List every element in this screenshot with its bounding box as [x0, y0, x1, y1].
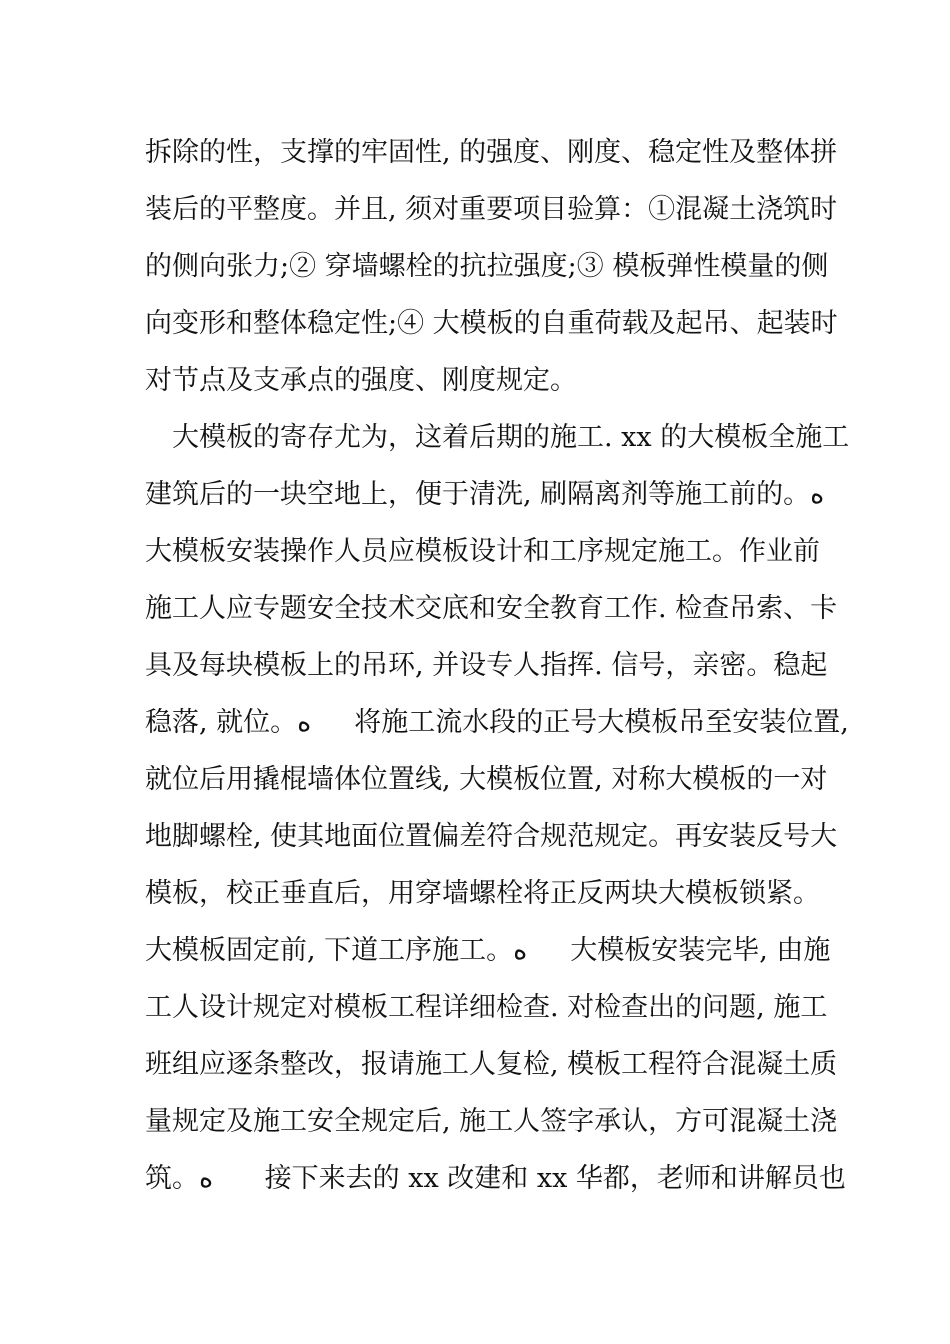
text-line: 的侧向张力;② 穿墙螺栓的抗拉强度;③ 模板弹性模量的侧: [145, 251, 829, 282]
text-line: 大模板的寄存尤为，这着后期的施工. xx 的大模板全施工: [172, 422, 850, 453]
text-line: 大模板固定前, 下道工序施工。ه 大模板安装完毕, 由施: [145, 935, 831, 966]
text-line: 装后的平整度。并且, 须对重要项目验算：①混凝土浇筑时: [145, 194, 838, 225]
text-line: 班组应逐条整改，报请施工人复检, 模板工程符合混凝土质: [145, 1049, 838, 1080]
text-line: 筑。ه 接下来去的 xx 改建和 xx 华都，老师和讲解员也: [145, 1163, 846, 1194]
text-line: 模板，校正垂直后，用穿墙螺栓将正反两块大模板锁紧。: [145, 878, 820, 909]
text-line: 拆除的性，支撑的牢固性, 的强度、刚度、稳定性及整体拼: [145, 137, 838, 168]
text-line: 就位后用撬棍墙体位置线, 大模板位置, 对称大模板的一对: [145, 764, 828, 795]
text-line: 量规定及施工安全规定后, 施工人签字承认，方可混凝土浇: [145, 1106, 838, 1137]
text-line: 具及每块模板上的吊环, 并设专人指挥. 信号，亲密。稳起: [145, 650, 828, 681]
text-line: 地脚螺栓, 使其地面位置偏差符合规范规定。再安装反号大: [145, 821, 838, 852]
text-line: 大模板安装操作人员应模板设计和工序规定施工。作业前: [145, 536, 820, 567]
text-line: 向变形和整体稳定性;④ 大模板的自重荷载及起吊、起装时: [145, 308, 838, 339]
text-line: 工人设计规定对模板工程详细检查. 对检查出的问题, 施工: [145, 992, 828, 1023]
text-line: 施工人应专题安全技术交底和安全教育工作. 检查吊索、卡: [145, 593, 838, 624]
text-line: 对节点及支承点的强度、刚度规定。: [145, 365, 577, 396]
text-line: 建筑后的一块空地上，便于清洗, 刷隔离剂等施工前的。ه: [145, 479, 825, 510]
text-line: 稳落, 就位。ه 将施工流水段的正号大模板吊至安装位置,: [145, 707, 849, 738]
